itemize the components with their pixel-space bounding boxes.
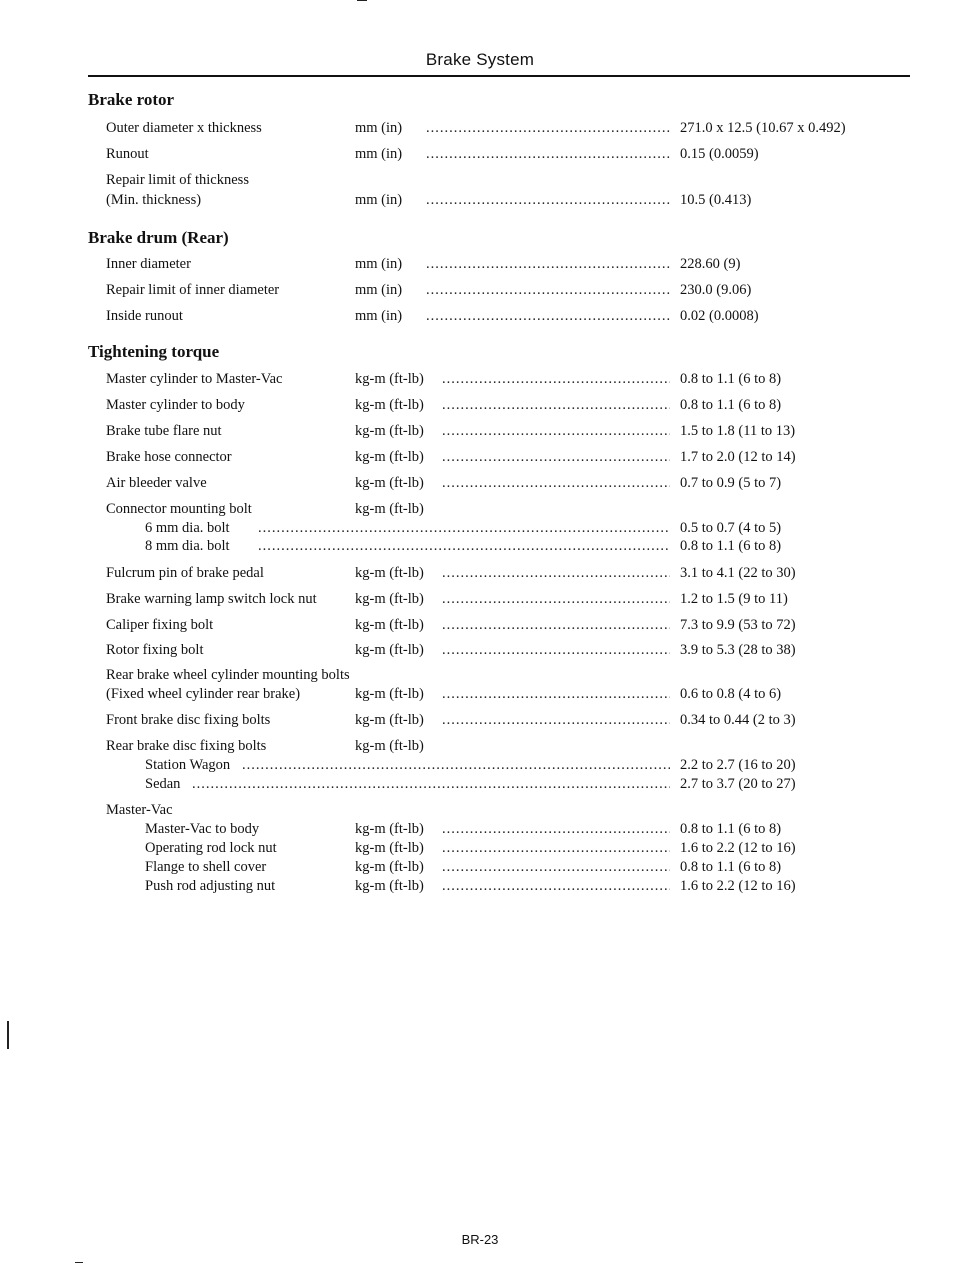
leader-dots <box>242 755 670 775</box>
spec-value: 0.02 (0.0008) <box>680 308 759 324</box>
spec-unit: kg-m (ft-lb) <box>355 565 424 581</box>
leader-dots <box>442 447 670 467</box>
spec-value: 1.6 to 2.2 (12 to 16) <box>680 878 796 894</box>
spec-label: Operating rod lock nut <box>145 840 277 856</box>
torque-row <box>0 615 960 635</box>
leader-dots <box>258 518 670 538</box>
leader-dots <box>192 774 670 794</box>
spec-row <box>0 190 960 210</box>
torque-row <box>0 563 960 583</box>
torque-subrow <box>0 774 960 794</box>
leader-dots <box>442 395 670 415</box>
leader-dots <box>442 473 670 493</box>
spec-value: 0.7 to 0.9 (5 to 7) <box>680 475 782 491</box>
spec-label: Inner diameter <box>106 256 191 272</box>
leader-dots <box>426 190 670 210</box>
spec-value: 228.60 (9) <box>680 256 741 272</box>
spec-value: 0.8 to 1.1 (6 to 8) <box>680 538 782 554</box>
leader-dots <box>442 819 670 839</box>
spec-value: 230.0 (9.06) <box>680 282 752 298</box>
leader-dots <box>442 563 670 583</box>
torque-row <box>0 421 960 441</box>
leader-dots <box>442 876 670 896</box>
spec-value: 271.0 x 12.5 (10.67 x 0.492) <box>680 120 846 136</box>
spec-unit: kg-m (ft-lb) <box>355 475 424 491</box>
spec-value: 1.2 to 1.5 (9 to 11) <box>680 591 788 607</box>
spec-label: Master cylinder to Master-Vac <box>106 371 283 387</box>
torque-row <box>0 710 960 730</box>
spec-unit: mm (in) <box>355 308 403 324</box>
spec-value: 1.5 to 1.8 (11 to 13) <box>680 423 796 439</box>
torque-group-header: Master-Vac <box>106 802 173 818</box>
spec-label: Repair limit of inner diameter <box>106 282 280 298</box>
spec-value: 3.1 to 4.1 (22 to 30) <box>680 565 796 581</box>
spec-unit: kg-m (ft-lb) <box>355 449 424 465</box>
spec-unit: kg-m (ft-lb) <box>355 821 424 837</box>
spec-label: Air bleeder valve <box>106 475 207 491</box>
leader-dots <box>258 536 670 556</box>
scan-mark <box>75 1262 83 1263</box>
torque-subrow <box>0 876 960 896</box>
spec-row <box>0 254 960 274</box>
spec-label: Fulcrum pin of brake pedal <box>106 565 264 581</box>
page-header: Brake System <box>425 50 535 69</box>
torque-subrow <box>0 518 960 538</box>
spec-value: 0.15 (0.0059) <box>680 146 759 162</box>
spec-value: 2.7 to 3.7 (20 to 27) <box>680 776 796 792</box>
spec-label: Master cylinder to body <box>106 397 245 413</box>
spec-unit: kg-m (ft-lb) <box>355 878 424 894</box>
spec-row <box>0 118 960 138</box>
spec-unit: mm (in) <box>355 120 403 136</box>
section-title-tightening-torque: Tightening torque <box>88 342 220 361</box>
leader-dots <box>442 838 670 858</box>
spec-unit: mm (in) <box>355 256 403 272</box>
spec-row <box>0 306 960 326</box>
spec-unit: mm (in) <box>355 146 403 162</box>
leader-dots <box>426 306 670 326</box>
spec-row <box>0 144 960 164</box>
spec-label: 6 mm dia. bolt <box>145 520 230 536</box>
spec-unit: kg-m (ft-lb) <box>355 840 424 856</box>
torque-subrow <box>0 819 960 839</box>
spec-label: 8 mm dia. bolt <box>145 538 230 554</box>
spec-unit: kg-m (ft-lb) <box>355 501 424 517</box>
spec-value: 10.5 (0.413) <box>680 192 752 208</box>
torque-row <box>0 473 960 493</box>
leader-dots <box>442 684 670 704</box>
spec-value: 0.6 to 0.8 (4 to 6) <box>680 686 782 702</box>
spec-label: Brake warning lamp switch lock nut <box>106 591 317 607</box>
spec-label: Brake hose connector <box>106 449 232 465</box>
spec-label: (Min. thickness) <box>106 192 202 208</box>
spec-value: 0.34 to 0.44 (2 to 3) <box>680 712 796 728</box>
torque-subrow <box>0 857 960 877</box>
spec-label: Inside runout <box>106 308 183 324</box>
spec-label: Front brake disc fixing bolts <box>106 712 271 728</box>
leader-dots <box>442 589 670 609</box>
spec-unit: kg-m (ft-lb) <box>355 617 424 633</box>
spec-unit: kg-m (ft-lb) <box>355 738 424 754</box>
scan-mark <box>7 1021 9 1049</box>
spec-unit: kg-m (ft-lb) <box>355 712 424 728</box>
leader-dots <box>442 640 670 660</box>
spec-label: Station Wagon <box>145 757 231 773</box>
spec-unit: kg-m (ft-lb) <box>355 397 424 413</box>
spec-value: 7.3 to 9.9 (53 to 72) <box>680 617 796 633</box>
leader-dots <box>426 254 670 274</box>
torque-row <box>0 447 960 467</box>
spec-label-line: Repair limit of thickness <box>106 172 249 188</box>
spec-label: Caliper fixing bolt <box>106 617 214 633</box>
spec-unit: mm (in) <box>355 192 403 208</box>
torque-group-header <box>0 499 960 519</box>
section-title-brake-drum: Brake drum (Rear) <box>88 228 229 247</box>
leader-dots <box>426 118 670 138</box>
spec-value: 0.8 to 1.1 (6 to 8) <box>680 859 782 875</box>
scan-mark <box>357 0 367 1</box>
leader-dots <box>426 280 670 300</box>
spec-label-line: Rear brake wheel cylinder mounting bolts <box>106 667 350 683</box>
spec-unit: kg-m (ft-lb) <box>355 686 424 702</box>
page-number: BR-23 <box>461 1232 499 1247</box>
spec-unit: mm (in) <box>355 282 403 298</box>
torque-row <box>0 684 960 704</box>
spec-unit: kg-m (ft-lb) <box>355 642 424 658</box>
spec-label: Sedan <box>145 776 181 792</box>
torque-row <box>0 369 960 389</box>
torque-row <box>0 589 960 609</box>
leader-dots <box>442 369 670 389</box>
spec-label: Rotor fixing bolt <box>106 642 204 658</box>
spec-value: 0.8 to 1.1 (6 to 8) <box>680 821 782 837</box>
spec-unit: kg-m (ft-lb) <box>355 423 424 439</box>
spec-unit: kg-m (ft-lb) <box>355 371 424 387</box>
spec-unit: kg-m (ft-lb) <box>355 859 424 875</box>
spec-value: 0.8 to 1.1 (6 to 8) <box>680 371 782 387</box>
leader-dots <box>426 144 670 164</box>
spec-label: Outer diameter x thickness <box>106 120 262 136</box>
spec-label: (Fixed wheel cylinder rear brake) <box>106 686 301 702</box>
spec-value: 0.5 to 0.7 (4 to 5) <box>680 520 782 536</box>
torque-row <box>0 395 960 415</box>
spec-value: 2.2 to 2.7 (16 to 20) <box>680 757 796 773</box>
torque-row <box>0 640 960 660</box>
spec-value: 3.9 to 5.3 (28 to 38) <box>680 642 796 658</box>
torque-subrow <box>0 838 960 858</box>
spec-label: Master-Vac to body <box>145 821 260 837</box>
spec-value: 0.8 to 1.1 (6 to 8) <box>680 397 782 413</box>
spec-label: Push rod adjusting nut <box>145 878 276 894</box>
torque-subrow <box>0 755 960 775</box>
leader-dots <box>442 421 670 441</box>
leader-dots <box>442 857 670 877</box>
torque-group-header <box>0 736 960 756</box>
spec-value: 1.7 to 2.0 (12 to 14) <box>680 449 796 465</box>
spec-label: Runout <box>106 146 149 162</box>
spec-label: Flange to shell cover <box>145 859 267 875</box>
spec-label: Connector mounting bolt <box>106 501 252 517</box>
spec-value: 1.6 to 2.2 (12 to 16) <box>680 840 796 856</box>
spec-row <box>0 280 960 300</box>
leader-dots <box>442 710 670 730</box>
spec-label: Rear brake disc fixing bolts <box>106 738 267 754</box>
spec-label: Brake tube flare nut <box>106 423 222 439</box>
spec-unit: kg-m (ft-lb) <box>355 591 424 607</box>
section-title-brake-rotor: Brake rotor <box>88 90 175 109</box>
leader-dots <box>442 615 670 635</box>
torque-subrow <box>0 536 960 556</box>
